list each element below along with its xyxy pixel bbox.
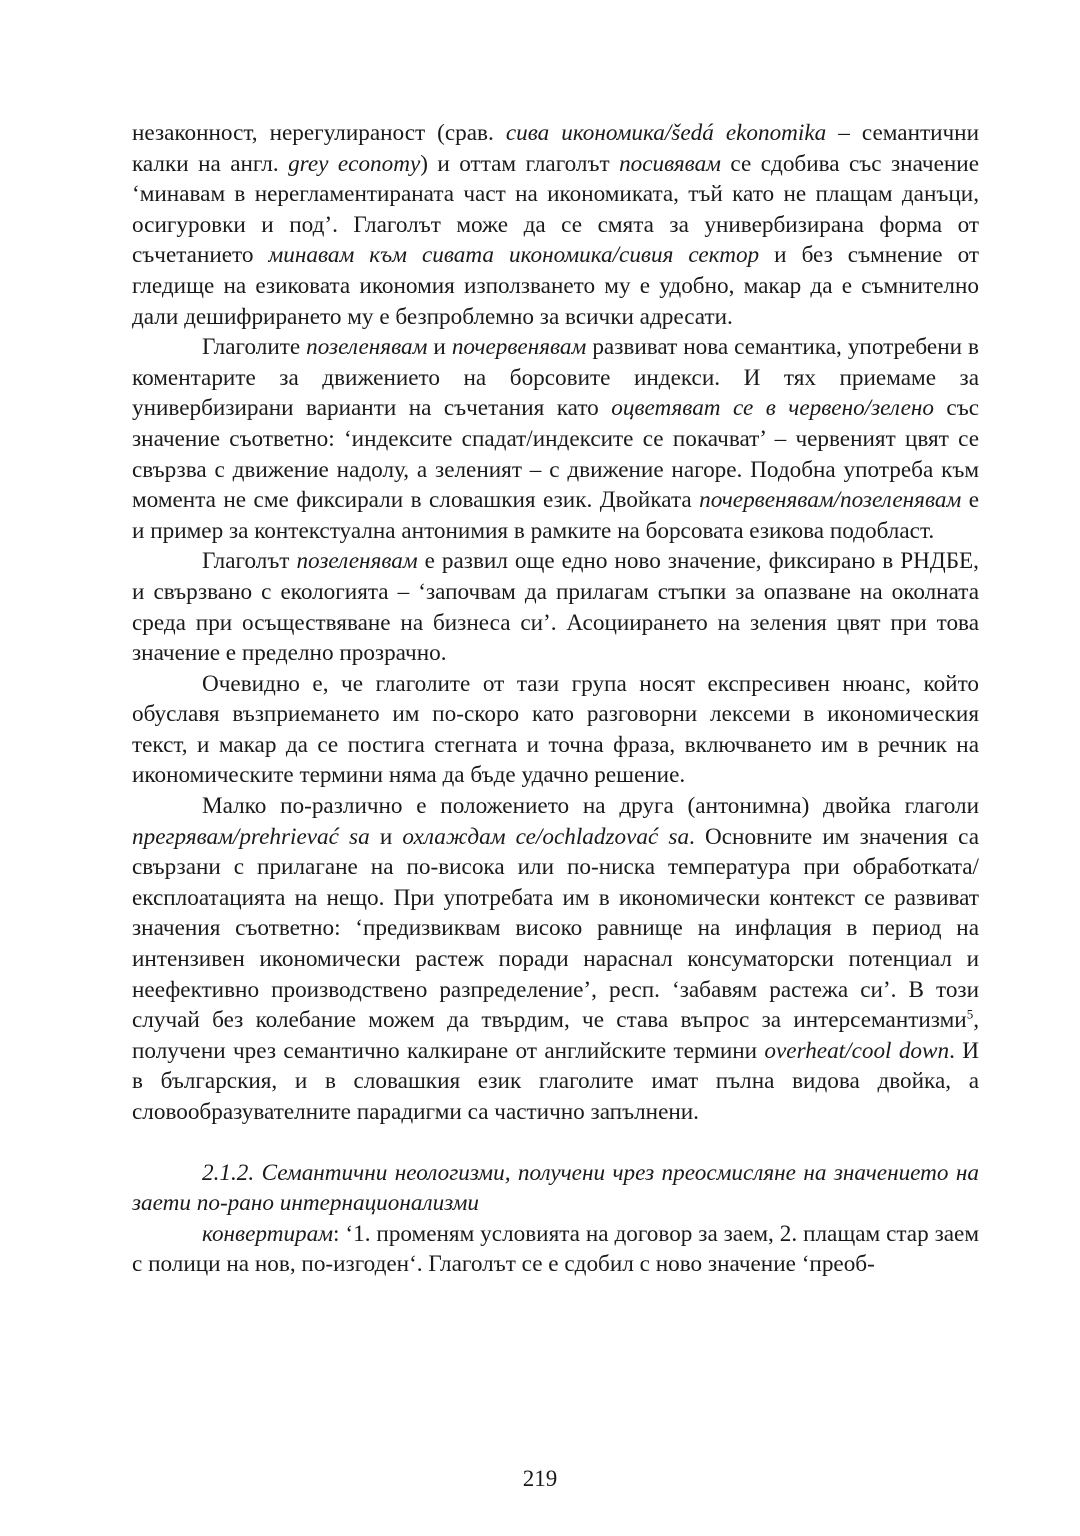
page-number: 219 [522, 1466, 558, 1491]
text-run: Малко по-различно е положението на друга (антонимна) двойка глаголи [202, 793, 979, 820]
paragraph-p2 [132, 332, 979, 546]
italic-term: оцветяват се в червено/зелено [611, 395, 934, 422]
text-run: и без съмнение от гледище на езиковата икономия използването му е удобно, макар да е съмнително дали дешифрирането му е безпроблемно за всички адресати. [132, 242, 979, 330]
italic-term: grey economy [288, 150, 421, 177]
italic-term: 2.1.2. Семантични неологизми, получени чрез преосмисляне на значението на заети по-рано интернационализми [132, 1159, 979, 1217]
text-run: . И в българския, и в словашкия език глаголите имат пълна видова двойка, а словообразувателните парадигми са частично запълнени. [132, 1037, 979, 1125]
paragraph-p6 [132, 1219, 979, 1280]
paragraph-p3 [132, 546, 979, 668]
italic-term: позеленявам [306, 334, 428, 361]
text-run: . Основните им значения са свързани с прилагане на по-висока или по-ниска температура при обработката/експлоатацията на нещо. При употребата им в икономически контекст се развиват значения съответно: ‘предизвиквам високо равнище на инфлация в период на интензивен икономически растеж поради нараснал консуматорски потенциал и неефективно производствено разпределение’, респ. ‘забавям растежа си’. В този случай без колебание можем да твърдим, че става въпрос за интерсемантизми [132, 823, 979, 1034]
text-run: , получени чрез семантично калкиране от английските термини [132, 1007, 979, 1064]
text-run: е развил още едно ново значение, фиксирано в РНДБЕ, и свързвано с екологията – ‘започвам да прилагам стъпки за опазване на околната среда при осъществяване на бизнеса си’. Асоциирането на зеления цвят при това значение е пределно прозрачно. [132, 548, 979, 667]
italic-term: охлаждам се/ochladzovać sa [402, 823, 690, 850]
italic-term: почервенявам/позеленявам [699, 487, 962, 514]
paragraph-p1 [132, 118, 979, 332]
text-run: : ‘1. променям условията на договор за заем, 2. плащам стар заем с полици на нов, по-изгоден‘. Глаголът се е сдобил с ново значение ‘преоб- [132, 1220, 979, 1278]
text-run: и [427, 334, 452, 361]
italic-term: overheat/cool down [764, 1037, 950, 1064]
text-run: със значение съответно: ‘индексите спадат/индексите се покачват’ – червеният цвят се свързва с движение надолу, а зеленият – с движение нагоре. Подобна употреба към момента не сме фиксирали в словашкия език. Двойката [132, 395, 980, 514]
paragraph-p4 [132, 669, 979, 791]
text-run: – семантични калки на англ. [132, 120, 979, 177]
text-run: се сдобива със значение ‘минавам в нерегламентираната част на икономиката, тъй като не плащам данъци, осигуровки и под’. Глаголът може да се смята за универбизирана форма от съчетанието [132, 150, 979, 269]
italic-term: почервенявам [451, 334, 587, 361]
text-run: и [369, 823, 403, 850]
italic-term: минавам към сивата икономика/сивия сектор [268, 242, 760, 269]
section-gap [132, 1128, 979, 1158]
text-run: незаконност, нерегулираност (срав. [132, 120, 506, 146]
italic-term: посивявам [619, 150, 721, 177]
page-body [132, 118, 979, 1280]
italic-term: сива икономика/šedá ekonomika [505, 120, 827, 146]
text-run: Очевидно е, че глаголите от тази група носят експресивен нюанс, който обуславя възприемането им по-скоро като разговорни лексеми в икономическия текст, и макар да се постига стегната и точна фраза, включването им в речник на икономическите термини няма да бъде удачно решение. [132, 670, 979, 789]
italic-term: прегрявам/prehrievać sa [132, 823, 370, 850]
italic-term: позеленявам [296, 548, 418, 575]
footnote-ref: 5 [966, 1006, 974, 1022]
section-heading [132, 1158, 979, 1219]
text-run: развиват нова семантика, употребени в коментарите за движението на борсовите индекси. И тях приемаме за универбизирани варианти на съчетания като [132, 334, 979, 422]
paragraph-p5 [132, 791, 979, 1128]
italic-term: конвертирам [202, 1220, 334, 1247]
text-run: ) и оттам глаголът [420, 150, 620, 177]
text-run: Глаголът [202, 548, 297, 575]
text-run: е и пример за контекстуална антонимия в рамките на борсовата езикова подобласт. [132, 487, 980, 544]
text-run: Глаголите [202, 334, 307, 361]
